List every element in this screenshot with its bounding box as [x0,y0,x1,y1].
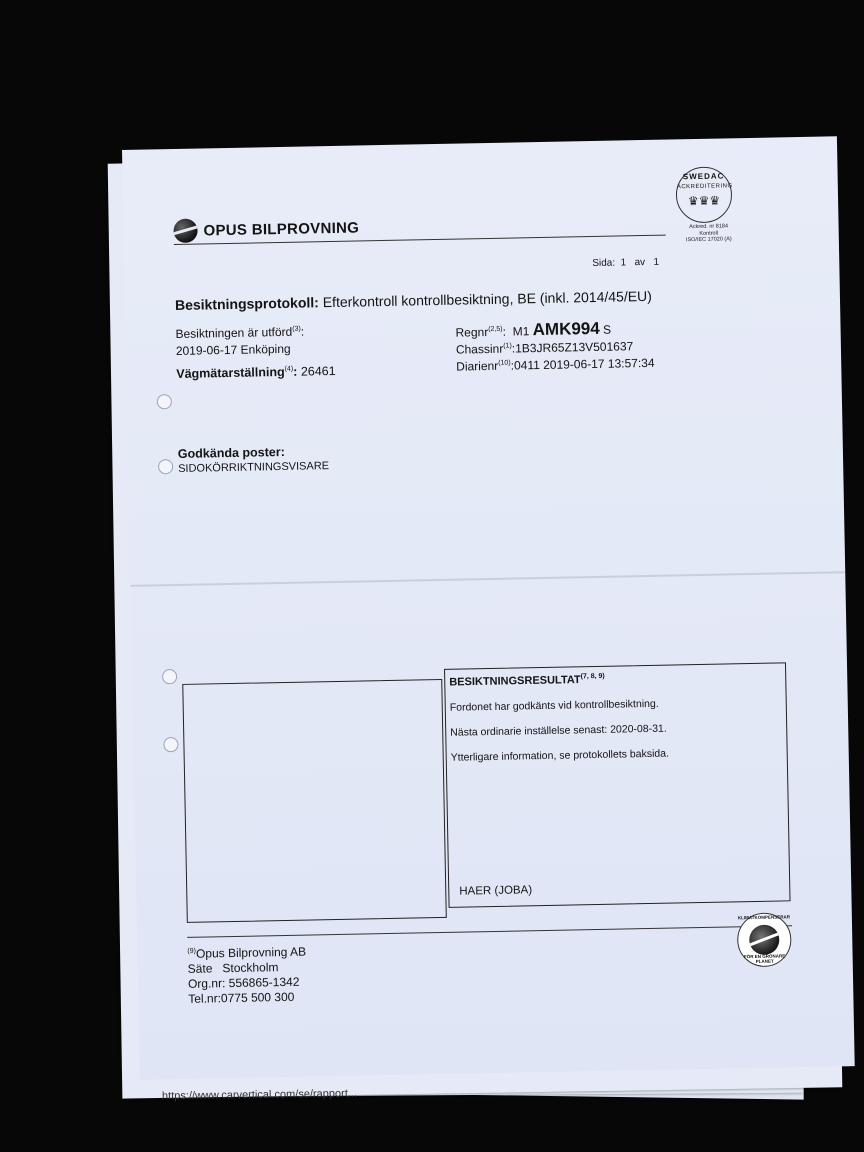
protocol-title: Besiktningsprotokoll: Efterkontroll kontrollbesiktning, BE (inkl. 2014/45/EU) [174,287,653,314]
company-info: $^{(9)}$Opus Bilprovning AB Säte Stockholm Org.nr: 556865-1342 Tel.nr:0775 500 300 [187,944,307,1006]
punch-hole [157,394,172,409]
odometer: Vägmätarställning$^{(4)}$: 26461 [176,363,336,381]
accreditation-info: Ackred. nr 8184 Kontroll ISO/IEC 17020 (A) [685,223,732,244]
registration-number: AMK994 [532,318,600,340]
footer-divider [187,925,792,938]
punch-hole [158,459,173,474]
crowns-icon: ♛♛♛ [687,193,721,209]
swedac-seal-icon: SWEDAC ACKREDITERING ♛♛♛ [675,166,732,223]
chassis-number: Chassinr$^{(1)}$:1B3JR65Z13V501637 [455,339,634,357]
klimatkompenserar-icon: KLIMATKOMPENSERAR FÖR EN GRÖNARE PLANET [737,912,792,967]
opus-logo [173,215,359,243]
result-heading: BESIKTNINGSRESULTAT$^{(7, 8, 9)}$ [449,672,605,689]
performed-value: 2019-06-17 Enköping [175,341,291,359]
opus-logo-icon [173,219,197,243]
approved-heading: Godkända poster: [177,444,285,461]
approved-item: SIDOKÖRRIKTNINGSVISARE [178,460,330,475]
diary-number: Diarienr$^{(10)}$:0411 2019-06-17 13:57:34 [456,355,655,374]
punch-hole [162,669,177,684]
brand-name: OPUS BILPROVNING [203,218,360,239]
inspection-protocol-page [122,136,855,1080]
punch-hole [163,737,178,752]
regnr: Regnr$^{(2,5)}$: M1 AMK994 S [455,318,612,340]
inspector: HAER (JOBA) [459,884,533,898]
result-line-3: Ytterligare information, se protokollets baksida. [450,747,670,764]
performed-label: Besiktningen är utförd$^{(3)}$: [175,324,305,342]
blank-box [182,679,447,923]
result-line-2: Nästa ordinarie inställelse senast: 2020-08-31. [450,722,667,739]
underlying-url-text: https://www.carvertical.com/se/rapport... [161,1087,358,1103]
page-number: Sida: 1 av 1 [592,256,660,269]
paper-fold [130,571,845,587]
result-box [444,662,791,908]
result-line-1: Fordonet har godkänts vid kontrollbesiktning. [449,697,659,714]
